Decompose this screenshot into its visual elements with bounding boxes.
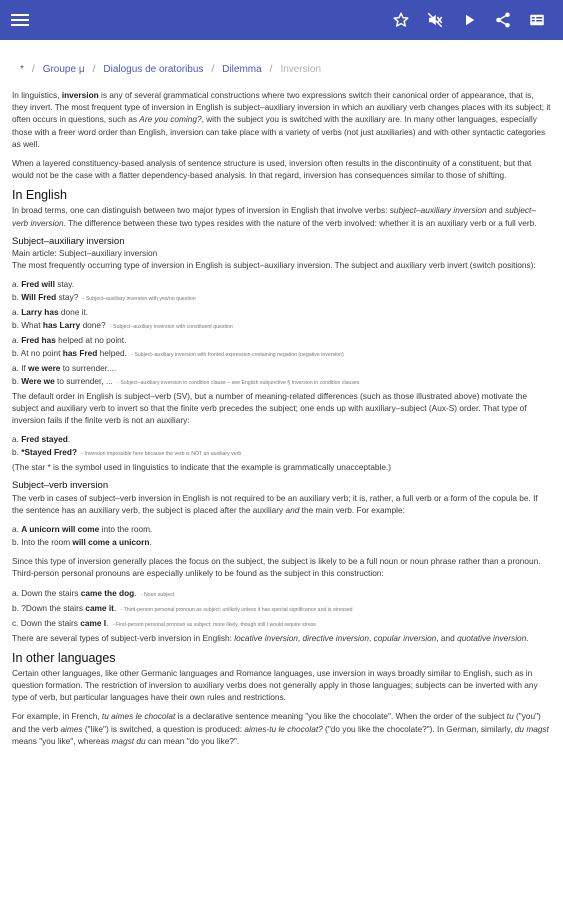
example-item: a. If we were to surrender.... <box>12 363 117 374</box>
example-item: a. A unicorn will come into the room. <box>12 524 153 535</box>
play-icon[interactable] <box>457 8 481 32</box>
mute-icon[interactable] <box>423 8 447 32</box>
share-icon[interactable] <box>491 8 515 32</box>
breadcrumb-separator: / <box>211 64 215 75</box>
breadcrumb-separator: / <box>92 64 96 75</box>
example-item: a. Fred has helped at no point. <box>12 335 127 346</box>
breadcrumb-separator: / <box>269 64 273 75</box>
other-paragraph: Certain other languages, like other Germanic languages and Romance languages, use inversion in ways broadly similar to English, such as in question formation. The restriction of inversion to auxiliary verbs does not generally apply in those languages; subjects can be inverted with any type of verb, but particular languages have their own rules and restrictions. <box>12 667 538 703</box>
example-item: a. Larry has done it. <box>12 307 89 318</box>
section-heading-english: In English <box>12 188 67 203</box>
sai-paragraph-2: The default order in English is subject–verb (SV), but a number of meaning-related differences (such as those illustrated above) motivate the subject and auxiliary verb to invert so that the finite verb precedes the subject; one ends up with auxiliary–subject (Aux-S) order. That type of inversion fails if the finite verb is not an auxiliary: <box>12 391 527 426</box>
sai-paragraph: The most frequently occurring type of inversion in English is subject–auxiliary inversion. The subject and auxiliary verb invert (switch positions): <box>12 259 536 270</box>
breadcrumb-home[interactable]: * <box>20 64 24 75</box>
section-heading-other-languages: In other languages <box>12 650 116 665</box>
example-item: a. Down the stairs came the dog. - Noun subject <box>12 587 175 598</box>
example-item: b. *Stayed Fred? - Inversion impossible here because the verb is NOT an auxiliary verb <box>12 446 242 457</box>
example-item: b. ?Down the stairs came it. - Third-person personal pronoun as subject; unlikely unless it has special significance and is stressed <box>12 602 353 613</box>
svi-paragraph: The verb in cases of subject–verb inversion in English is not required to be an auxiliary verb; it is, rather, a full verb or a form of the copula be. If the sentence has an auxiliary verb, the subject is placed after the auxiliary and the main verb. For example: <box>12 492 538 516</box>
example-item: b. What has Larry done? - Subject–auxiliary inversion with constituent question <box>12 320 233 331</box>
menu-icon[interactable] <box>8 8 32 32</box>
svi-paragraph-2: Since this type of inversion generally places the focus on the subject, the subject is likely to be a full noun or noun phrase rather than a pronoun. Third-person personal pronouns are especially unlikely to be found as the subject in this construction: <box>12 556 541 579</box>
breadcrumb-separator: / <box>31 64 35 75</box>
article-content <box>0 40 563 900</box>
main-article-link[interactable]: Main article: Subject–auxiliary inversion <box>12 247 158 258</box>
example-item: c. Down the stairs came I. - First-person personal pronoun as subject; more likely, though still I would require stress <box>12 617 316 628</box>
subsection-heading-svi: Subject–verb inversion <box>12 479 109 491</box>
intro-paragraph: In linguistics, inversion is any of several grammatical constructions where two expressions switch their canonical order of appearance, that is, they invert. The most frequent type of inversion in English is subject–auxiliary inversion in which an auxiliary verb changes places with its subject; it often occurs in questions, such as Are you coming?, with the subject you is switched with the auxiliary are. In many other languages, especially those with a freer word order than English, inversion can take place with a variety of verbs (not just auxiliaries) and with other syntactic categories as well. <box>12 90 551 149</box>
breadcrumb-link[interactable]: Dilemma <box>222 64 262 75</box>
other-paragraph-2: For example, in French, tu aimes le chocolat is a declarative sentence meaning "you like the chocolate". When the order of the subject tu ("you") and the verb aimes ("like") is switched, a question is produced: aimes-tu le chocolat? ("do you like the chocolate?"). In German, similarly, du magst means "you like", whereas magst du can mean "do you like?". <box>12 711 549 746</box>
sai-examples <box>12 278 551 390</box>
svi-examples <box>12 523 551 549</box>
example-item: b. Into the room will come a unicorn. <box>12 537 152 548</box>
appbar-actions <box>389 8 549 32</box>
english-paragraph: In broad terms, one can distinguish between two major types of inversion in English that involve verbs: subject–auxiliary inversion and subject–verb inversion. The difference between these two types resides with the nature of the verb involved: whether it is an auxiliary verb or a full verb. <box>12 205 537 228</box>
svi-examples-2 <box>12 587 551 632</box>
example-item: a. Fred stayed. <box>12 433 71 444</box>
breadcrumb-link[interactable]: Dialogus de oratoribus <box>103 64 204 75</box>
view-list-icon[interactable] <box>525 8 549 32</box>
intro-paragraph-2: When a layered constituency-based analysis of sentence structure is used, inversion often results in the discontinuity of a constituent, but that would not be the case with a flatter dependency-based analysis. In that regard, inversion has consequences similar to those of shifting. <box>12 158 532 181</box>
svi-paragraph-3: There are several types of subject-verb inversion in English: locative inversion, directive inversion, copular inversion, and quotative inversion. <box>12 632 529 643</box>
example-item: b. Will Fred stay? - Subject–auxiliary inversion with yes/no question <box>12 292 196 303</box>
breadcrumb-current: Inversion <box>280 64 322 75</box>
breadcrumb-link[interactable]: Groupe μ <box>42 64 85 75</box>
sai-examples-2 <box>12 433 551 461</box>
subsection-heading-sai: Subject–auxiliary inversion <box>12 235 125 247</box>
example-item: b. At no point has Fred helped. - Subject–auxiliary inversion with fronted expression containing negation (negative inversion) <box>12 348 344 359</box>
sai-paragraph-3: (The star * is the symbol used in linguistics to indicate that the example is grammatically unacceptable.) <box>12 461 392 472</box>
app-bar <box>0 0 563 40</box>
star-icon[interactable] <box>389 8 413 32</box>
example-item: a. Fred will stay. <box>12 279 75 290</box>
example-item: b. Were we to surrender, ... - Subject–auxiliary inversion in condition clause – see English subjunctive § Inversion in condition clauses <box>12 376 360 387</box>
breadcrumb <box>20 64 551 75</box>
